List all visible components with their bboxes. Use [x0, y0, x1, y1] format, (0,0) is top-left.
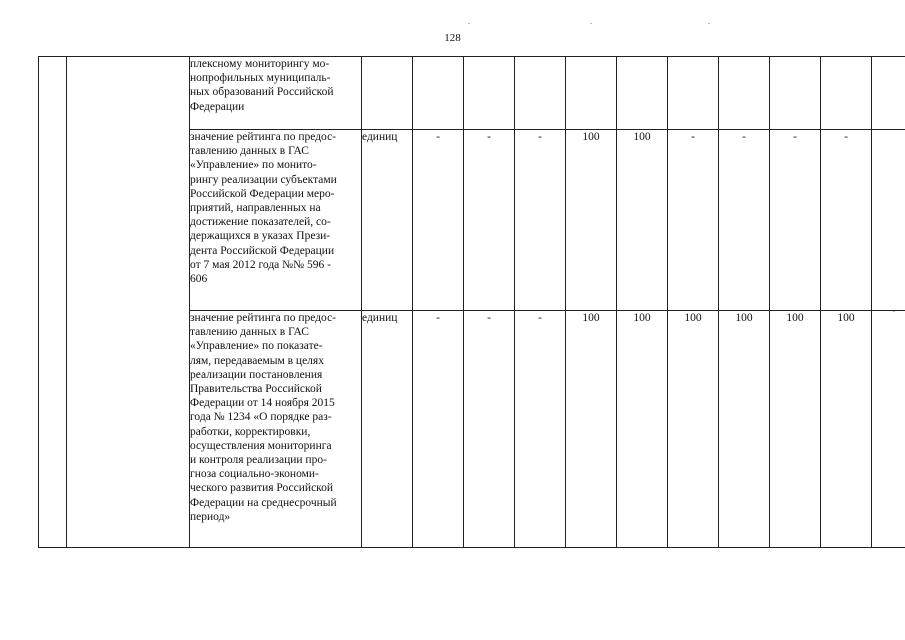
description-line: Федерации от 14 ноября 2015 — [190, 397, 335, 410]
value-cell — [770, 57, 821, 130]
value-cell — [464, 57, 515, 130]
description-line: период» — [190, 510, 231, 523]
value-cell — [719, 57, 770, 130]
description-line: приятий, направленных на — [190, 202, 321, 215]
value-cell: 100 — [770, 311, 821, 548]
unit-cell: единиц — [362, 311, 413, 548]
value-cell — [515, 57, 566, 130]
number-cell — [39, 57, 67, 548]
description-line: от 7 мая 2012 года №№ 596 - — [190, 258, 331, 271]
value-cell: - — [515, 130, 566, 311]
description-line: нопрофильных муниципаль- — [190, 72, 331, 85]
description-line: Федерации на среднесрочный — [190, 496, 337, 509]
value-cell: - — [413, 311, 464, 548]
value-cell: - — [719, 130, 770, 311]
table-row — [39, 57, 905, 130]
value-cell: 100 — [566, 311, 617, 548]
description-line: плексному мониторингу мо- — [190, 58, 330, 70]
description-line: достижение показателей, со- — [190, 216, 331, 229]
scan-artifact — [468, 23, 470, 24]
description-line: рингу реализации субъектами — [190, 173, 337, 186]
value-cell: - — [413, 130, 464, 311]
page-number: 128 — [444, 32, 461, 44]
value-cell — [872, 311, 905, 548]
unit-cell: единиц — [362, 130, 413, 311]
value-cell — [872, 57, 905, 130]
value-cell: - — [821, 130, 872, 311]
description-line: гноза социально-экономи- — [190, 468, 319, 481]
description-line: «Управление» по показате- — [190, 340, 323, 353]
description-line: Российской Федерации меро- — [190, 187, 335, 200]
description-line: Правительства Российской — [190, 383, 322, 396]
description-line: тавлению данных в ГАС — [190, 326, 309, 339]
description-line: держащихся в указах Прези- — [190, 230, 331, 243]
value-cell: 100 — [617, 130, 668, 311]
value-cell: 100 — [668, 311, 719, 548]
indicator-description — [190, 130, 362, 311]
description-line: и контроля реализации про- — [190, 454, 327, 467]
value-cell — [668, 57, 719, 130]
description-line: работки, корректировки, — [190, 425, 311, 438]
description-line: дента Российской Федерации — [190, 244, 335, 257]
value-cell: - — [668, 130, 719, 311]
value-cell: - — [770, 130, 821, 311]
value-cell — [566, 57, 617, 130]
description-line: значение рейтинга по предос- — [190, 312, 337, 324]
value-cell: 100 — [719, 311, 770, 548]
indicator-description — [190, 311, 362, 548]
scan-artifact — [590, 23, 592, 24]
indicator-description — [190, 57, 362, 130]
value-cell: - — [515, 311, 566, 548]
description-line: ных образований Российской — [190, 86, 334, 99]
value-cell: 100 — [821, 311, 872, 548]
description-line: значение рейтинга по предос- — [190, 131, 337, 143]
description-line: лям, передаваемым в целях — [190, 354, 324, 367]
description-line: реализации постановления — [190, 368, 323, 381]
value-cell: - — [464, 311, 515, 548]
indicator-table — [38, 56, 905, 548]
goal-cell — [67, 57, 190, 548]
description-line: года № 1234 «О порядке раз- — [190, 411, 332, 424]
description-line: Федерации — [190, 100, 245, 113]
scan-artifact — [708, 23, 710, 24]
description-line: ческого развития Российской — [190, 482, 334, 495]
description-line: осуществления мониторинга — [190, 439, 332, 452]
description-line: тавлению данных в ГАС — [190, 145, 309, 158]
unit-cell — [362, 57, 413, 130]
description-line: 606 — [190, 273, 208, 286]
value-cell — [821, 57, 872, 130]
value-cell — [872, 130, 905, 311]
value-cell: - — [464, 130, 515, 311]
value-cell — [617, 57, 668, 130]
value-cell — [413, 57, 464, 130]
value-cell: 100 — [617, 311, 668, 548]
description-line: «Управление» по монито- — [190, 159, 317, 172]
value-cell: 100 — [566, 130, 617, 311]
